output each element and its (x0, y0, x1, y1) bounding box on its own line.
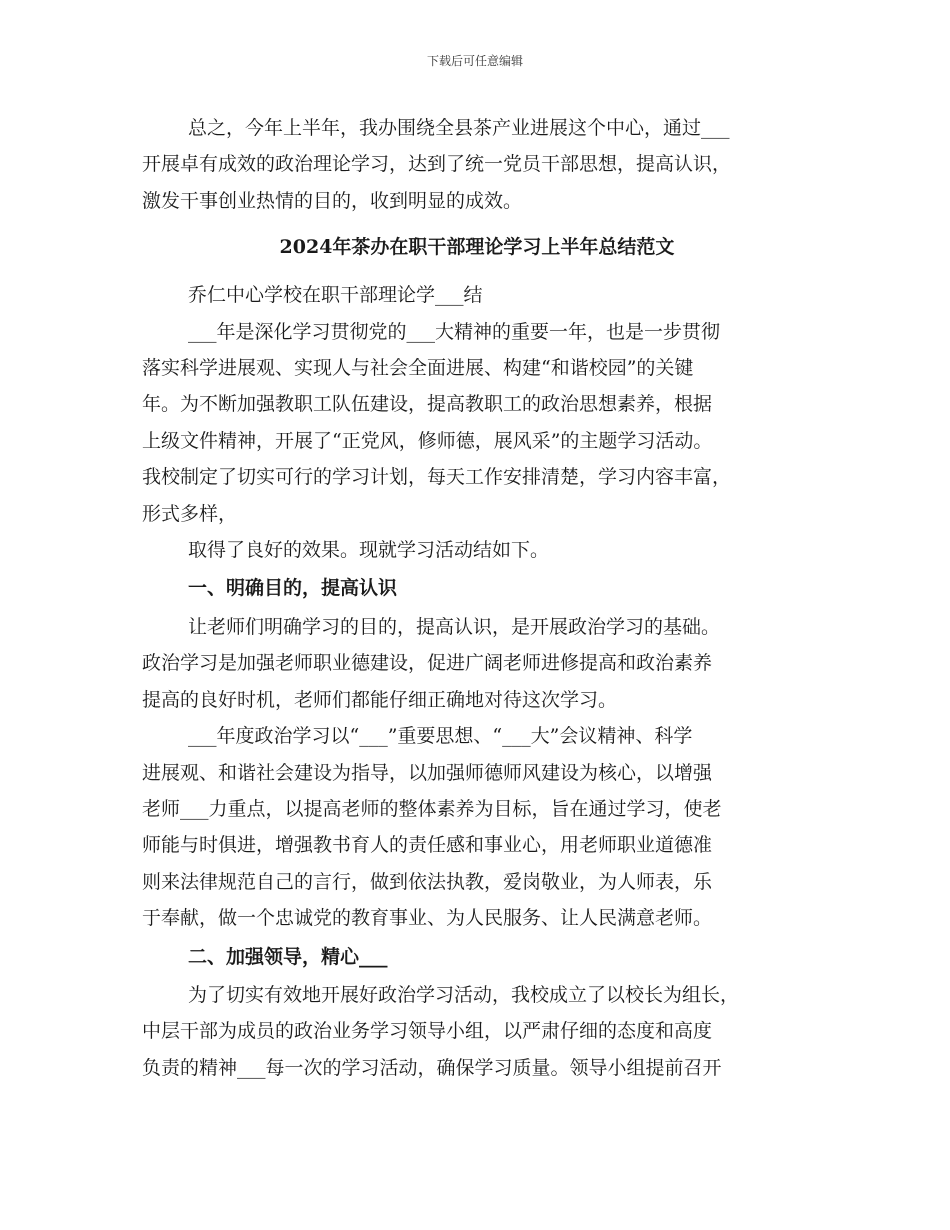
section-1-paragraph-b (142, 718, 812, 936)
intro-paragraph (142, 110, 812, 219)
section-2-heading: 二、加强领导，精心___ (188, 945, 388, 968)
text-line: 上级文件精神，开展了“正党风，修师德，展风采”的主题学习活动。 (142, 429, 713, 452)
text-line: 年。为不断加强教职工队伍建设，提高教职工的政治思想素养，根据 (142, 393, 713, 416)
section-1-heading: 一、明确目的，提高认识 (188, 577, 398, 600)
document-subtitle: 乔仁中心学校在职干部理论学___结 (188, 284, 483, 307)
text-line: ___年度政治学习以“___”重要思想、“___大”会议精神、科学 (188, 725, 693, 748)
text-line: 落实科学进展观、实现人与社会全面进展、构建“和谐校园”的关键 (142, 357, 694, 380)
text-line: 为了切实有效地开展好政治学习活动，我校成立了以校长为组长， (188, 983, 740, 1006)
page-header: 下载后可任意编辑 (426, 54, 523, 68)
paragraph-1 (142, 314, 812, 532)
text-line: 形式多样， (142, 502, 238, 525)
text-line: 负责的精神___每一次的学习活动，确保学习质量。领导小组提前召开 (142, 1056, 722, 1079)
text-line: 则来法律规范自己的言行，做到依法执教，爱岗敬业，为人师表，乐 (142, 870, 713, 893)
paragraph-2: 取得了良好的效果。现就学习活动结如下。 (188, 539, 550, 562)
text-line: 提高的良好时机，老师们都能仔细正确地对待这次学习。 (142, 688, 618, 711)
text-line: 我校制定了切实可行的学习计划，每天工作安排清楚，学习内容丰富， (142, 466, 732, 489)
section-2-paragraph-a (142, 977, 812, 1086)
section-1-paragraph-a (142, 609, 812, 718)
text-line: 政治学习是加强老师职业德建设，促进广阔老师进修提高和政治素养 (142, 652, 713, 675)
text-line: 师能与时俱进，增强教书育人的责任感和事业心，用老师职业道德准 (142, 834, 713, 857)
document-title: 2024年茶办在职干部理论学习上半年总结范文 (279, 236, 675, 259)
text-line: 于奉献，做一个忠诚党的教育事业、为人民服务、让人民满意老师。 (142, 907, 713, 930)
text-line: 进展观、和谐社会建设为指导，以加强师德师风建设为核心，以增强 (142, 761, 713, 784)
text-line: 中层干部为成员的政治业务学习领导小组，以严肃仔细的态度和高度 (142, 1020, 713, 1043)
text-line: ___年是深化学习贯彻党的___大精神的重要一年，也是一步贯彻 (188, 320, 721, 343)
document-body (142, 110, 812, 1086)
text-line: 激发干事创业热情的目的，收到明显的成效。 (142, 189, 523, 212)
text-line: 老师___力重点，以提高老师的整体素养为目标，旨在通过学习，使老 (142, 797, 722, 820)
text-line: 总之，今年上半年，我办围绕全县茶产业进展这个中心，通过___ (188, 117, 730, 139)
text-line: 开展卓有成效的政治理论学习，达到了统一党员干部思想，提高认识， (142, 153, 732, 176)
text-line: 让老师们明确学习的目的，提高认识，是开展政治学习的基础。 (188, 615, 721, 638)
